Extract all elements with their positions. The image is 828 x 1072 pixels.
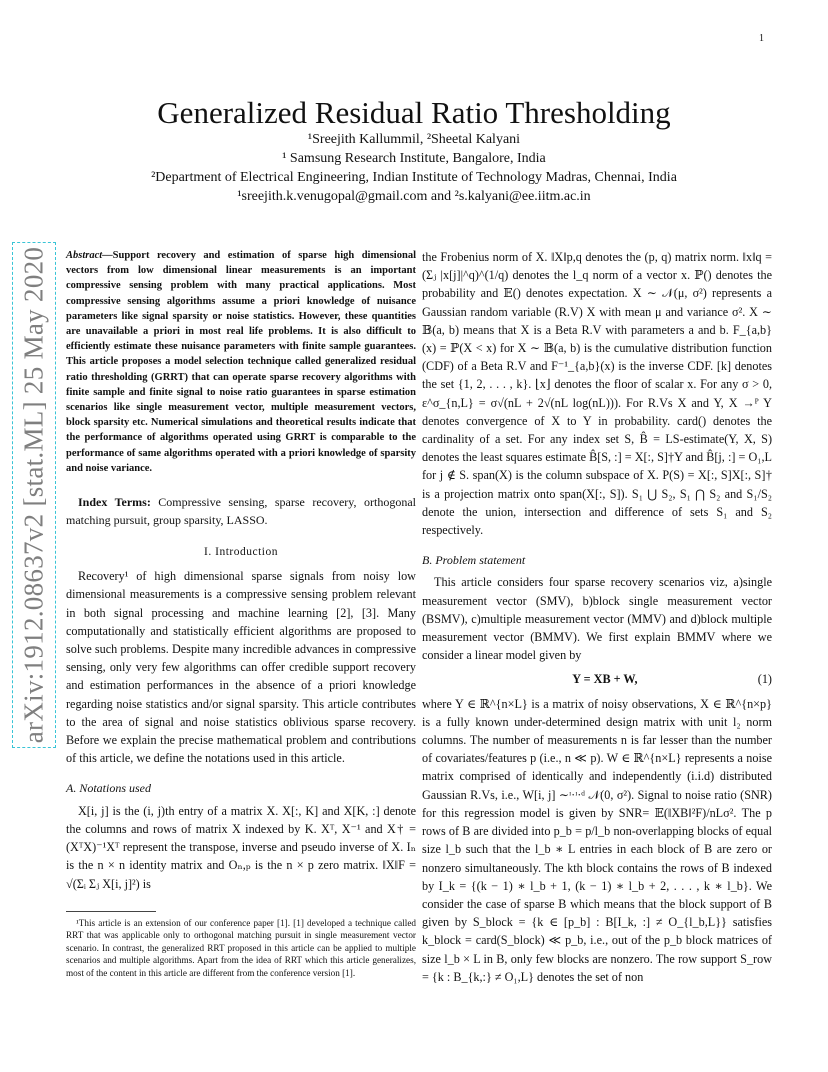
author-emails: ¹sreejith.k.venugopal@gmail.com and ²s.kalyani@ee.iitm.ac.in <box>237 189 591 204</box>
subsection-heading-notations: A. Notations used <box>66 781 152 796</box>
index-terms-text: Compressive sensing, sparse recovery, orthogonal matching pursuit, group sparsity, LASSO. <box>66 495 416 527</box>
problem-paragraph-2: where Y ∈ ℝ^{n×L} is a matrix of noisy observations, X ∈ ℝ^{n×p} is a fully known under-determined design matrix with unit l₂ norm columns. The number of measurements n is far lesser than the number of covariates/features p (i.e., n ≪ p). W ∈ ℝ^{n×L} represents a noise matrix comprised of identically and independently (i.i.d) distributed Gaussian R.Vs, i.e., W[i, j] ∼ᶦ·ᶦ·ᵈ 𝒩(0, σ²). Signal to noise ratio (SNR) for this regression model is given by SNR= 𝔼(‖XB‖²F)/nLσ². The p rows of B are divided into p_b = p/l_b non-overlapping blocks of equal size l_b such that the l_b ∗ L entries in each block of B are zero or nonzero simultaneously. The kth block contains the rows of B indexed by I_k = {(k − 1) ∗ l_b + 1, (k − 1) ∗ l_b + 2, . . . , k ∗ l_b}. We consider the case of sparse B which means that the block support of B given by S_block = {k ∈ [p_b] : B[I_k, :] ≠ O_{l_b,L}} satisfies k_block = card(S_block) ≪ p_b, i.e., out of the p_b block matrices of size l_b × L in B, only few blocks are nonzero. The row support S_row = {k : B_{k,:} ≠ O₁,L} denotes the set of non <box>422 696 772 984</box>
arxiv-stamp-text: arXiv:1912.08637v2 [stat.ML] 25 May 2020 <box>18 246 49 744</box>
equation-number: (1) <box>757 672 772 687</box>
affiliation-2: ²Department of Electrical Engineering, Indian Institute of Technology Madras, Chennai, India <box>151 170 677 185</box>
left-column <box>66 248 416 979</box>
abstract-head: Abstract <box>66 250 103 261</box>
right-column <box>422 248 772 986</box>
abstract-text: —Support recovery and estimation of sparse high dimensional vectors from low dimensional linear measurements is an important compressive sensing problem with many practical applications. Most compressive sensing algorithms assume a priori knowledge of nuisance parameters like signal sparsity or noise statistics. However, these quantities are unavailable a priori in most real life problems. It is also difficult to efficiently estimate these nuisance parameters with finite sample guarantees. This article proposes a model selection technique called generalized residual ratio thresholding (GRRT) that can operate sparse recovery algorithms with finite sample and finite signal to noise ratio guarantees in sparse estimation scenarios like single measurement vector, multiple measurement vectors, block sparsity etc. Numerical simulations and theoretical results indicate that the performance of algorithms operated using GRRT is comparable to the performance of same algorithms operated with a priori knowledge of sparsity and noise variance. <box>66 250 416 474</box>
notations-continued-paragraph: the Frobenius norm of X. ‖X‖p,q denotes the (p, q) matrix norm. ‖x‖q = (Σⱼ |x[j]|^q)^(1/q) denotes the l_q norm of a vector x. ℙ() denotes the probability and 𝔼() denotes expectation. X ∼ 𝒩(μ, σ²) represents a Gaussian random variable (R.V) X with mean μ and variance σ². X ∼ 𝔹(a, b) means that X is a Beta R.V with parameters a and b. F_{a,b}(x) = ℙ(X < x) for X ∼ 𝔹(a, b) is the cumulative distribution function (CDF) of a Beta R.V and F⁻¹_{a,b}(x) is the inverse CDF. [k] denotes the set {1, 2, . . . , k}. ⌊x⌋ denotes the floor of scalar x. For any σ > 0, ε^σ_{n,L} = σ√(nL + 2√(nL log(nL))). For R.Vs X and Y, X →ᴾ Y denotes convergence of X to Y in probability. card() denotes the cardinality of a set. For any index set S, B̂ = LS-estimate(Y, X, S) denotes the least squares estimate B̂[S, :] = X[:, S]†Y and B̂[j, :] = O₁,L for j ∉ S. span(X) is the column subspace of X. P(S) = X[:, S]X[:, S]† is a projection matrix onto span(X[:, S]). S₁ ⋃ S₂, S₁ ⋂ S₂ and S₁/S₂ denote the union, intersection and difference of sets S₁ and S₂ respectively. <box>422 250 772 538</box>
subsection-heading-problem-statement: B. Problem statement <box>422 553 526 568</box>
author-names: ¹Sreejith Kallummil, ²Sheetal Kalyani <box>307 132 521 147</box>
abstract <box>66 248 416 476</box>
page-number: 1 <box>759 33 764 44</box>
arxiv-stamp[interactable] <box>10 240 58 750</box>
author-block <box>0 130 828 206</box>
paper-title: Generalized Residual Ratio Thresholding <box>157 94 671 130</box>
intro-paragraph: Recovery¹ of high dimensional sparse signals from noisy low dimensional measurements is a compressive sensing problem relevant in both signal processing and machine learning [2], [3]. Many computationally and statistically efficient algorithms are proposed to solve such problems. Despite many incredible advances in compressive sensing, only very few algorithms can offer credible support recovery and estimation performances in the absence of a priori knowledge regarding noise statistics and/or signal sparsity. This article contributes to the area of signal and noise statistics oblivious sparse recovery. Before we explain the precise mathematical problem and contributions of this article, we define the notations used in this article. <box>66 569 416 766</box>
footnote: ¹This article is an extension of our conference paper [1]. [1] developed a technique called RRT that was applicable only to orthogonal matching pursuit in single measurement vector scenario. In contrast, the generalized RRT proposed in this article can be applied to multiple scenarios and multiple algorithms. Apart from the idea of RRT which this article generalizes, most of the content in this article are different from the conference version [1]. <box>66 917 416 978</box>
problem-paragraph-1: This article considers four sparse recovery scenarios viz, a)single measurement vector (SMV), b)block single measurement vector (BSMV), c)multiple measurement vector (MMV) and d)block multiple measurement vector (BMMV). We first explain BMMV where we consider a linear model given by <box>422 575 772 663</box>
footnote-rule <box>66 911 156 912</box>
index-terms-head: Index Terms: <box>78 495 151 510</box>
index-terms <box>66 494 416 529</box>
equation-1 <box>422 670 772 688</box>
affiliation-1: ¹ Samsung Research Institute, Bangalore, India <box>282 151 546 166</box>
equation-body: Y = XB + W, <box>572 672 638 687</box>
notations-paragraph: X[i, j] is the (i, j)th entry of a matrix X. X[:, K] and X[K, :] denote the columns and rows of matrix X indexed by K. Xᵀ, X⁻¹ and X† = (XᵀX)⁻¹Xᵀ represent the transpose, inverse and pseudo inverse of X. Iₙ is the n × n identity matrix and Oₙ,ₚ is the n × p zero matrix. ‖X‖F = √(Σᵢ Σⱼ X[i, j]²) is <box>66 803 416 891</box>
section-heading-introduction: I. Introduction <box>204 546 278 559</box>
